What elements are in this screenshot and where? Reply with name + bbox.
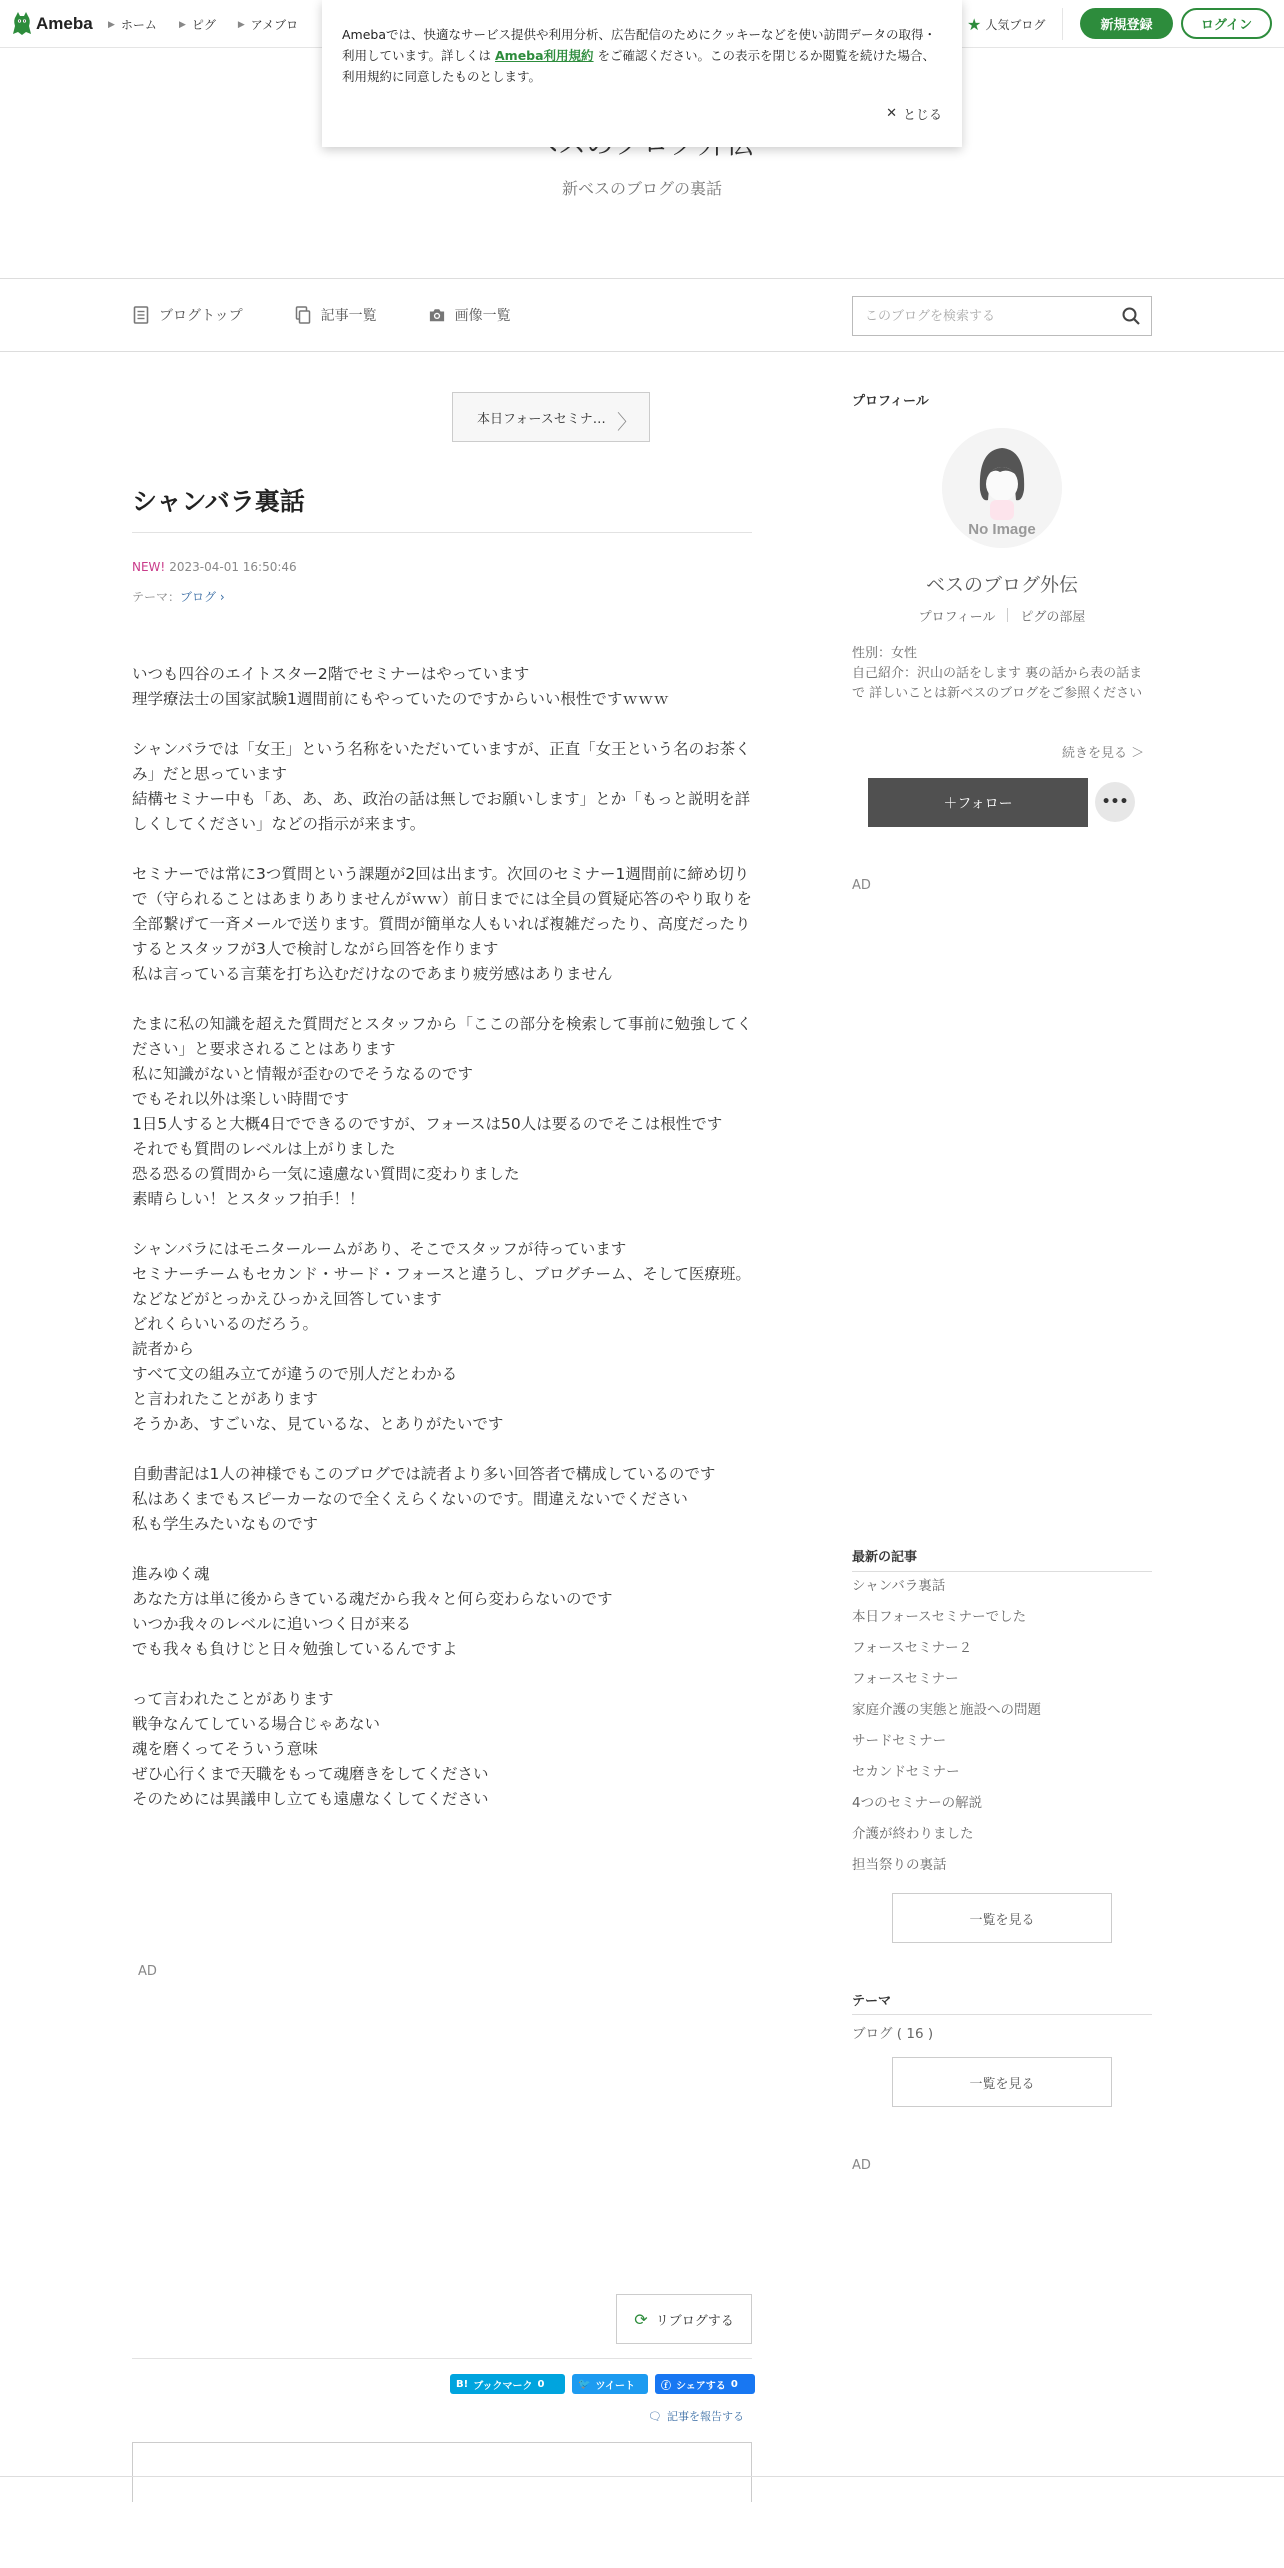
cookie-text-before: Amebaでは、快適なサービス提供や利用分析、広告配信のためにクッキーなどを使い訪問データの取得・利用しています。詳しくは <box>342 27 937 63</box>
entry-body <box>132 662 757 1812</box>
facebook-share-button[interactable] <box>655 2374 755 2394</box>
nav-images[interactable] <box>429 305 511 325</box>
entry-paragraph: たまに私の知識を超えた質問だとスタッフから「ここの部分を検索して事前に勉強してください」と要求されることはあります 私に知識がないと情報が歪むのでそうなるのです でもそれ以外は楽しい時間です 1日5人すると大概4日でできるのですが、フォースは50人は要るのでそこは根性です それでも質問のレベルは上がりました 恐る恐るの質問から一気に遠慮ない質問に変わりました 素晴らしい！とスタッフ拍手！！ <box>132 1015 753 1208</box>
popular-blogs-label: 人気ブログ <box>985 18 1046 32</box>
tweet-button[interactable] <box>572 2374 648 2394</box>
chevron-right-icon: ▶ <box>178 19 186 30</box>
theme-prefix: テーマ： <box>132 590 181 604</box>
entry-paragraph: シャンバラにはモニタールームがあり、そこでスタッフが待っています セミナーチームもセカンド・サード・フォースと違うし、ブログチーム、そして医療班。などなどがとっかえひっかえ回答しています どれくらいいるのだろう。 読者から すべて文の組み立てが違うので別人だとわかる と言われたことがあります そうかあ、すごいな、見ているな、とありがたいです <box>132 1240 751 1433</box>
nav-pigg-label: ピグ <box>191 18 216 32</box>
comment-box <box>132 2442 752 2502</box>
no-image-label: No Image <box>968 521 1036 538</box>
report-icon: 🗨 <box>648 2409 662 2423</box>
ameba-logo[interactable] <box>12 12 93 36</box>
theme-link[interactable]: ブログ › <box>180 590 225 604</box>
nav-articles[interactable] <box>295 305 377 325</box>
prev-article-label: 本日フォースセミナ… <box>477 411 606 427</box>
report-article-link[interactable] <box>648 2408 744 2424</box>
blog-subtitle: 新ベスのブログの裏話 <box>561 179 722 198</box>
cookie-text-after: をご確認ください。この表示を閉じるか閲覧を続けた場合、利用規約に同意したものとします。 <box>342 48 936 84</box>
cookie-close-label: とじる <box>902 108 942 123</box>
entry-theme <box>132 588 225 605</box>
profile-avatar[interactable] <box>942 428 1062 548</box>
reblog-label: リブログする <box>655 2313 734 2329</box>
see-all-themes-button[interactable]: 一覧を見る <box>892 2057 1112 2107</box>
terms-link[interactable]: Ameba利用規約 <box>495 48 594 63</box>
theme-link-label: ブログ <box>180 590 217 604</box>
share-buttons <box>450 2374 755 2394</box>
profile-name[interactable]: ベスのブログ外伝 <box>925 574 1078 596</box>
profile-link[interactable]: プロフィール <box>918 610 996 625</box>
twitter-icon: 🐦 <box>578 2378 591 2390</box>
recent-article-link[interactable]: 4つのセミナーの解説 <box>852 1795 983 1811</box>
recent-heading: 最新の記事 <box>852 1550 918 1565</box>
recent-articles-list <box>852 1576 1152 1886</box>
cookie-notice <box>322 0 962 147</box>
recent-article-link[interactable]: フォースセミナー <box>852 1671 959 1687</box>
popular-blogs-link[interactable] <box>967 15 1045 34</box>
blog-search <box>852 296 1152 336</box>
theme-heading: テーマ <box>852 1994 892 2009</box>
nav-pigg[interactable] <box>179 16 216 33</box>
profile-intro: 自己紹介：沢山の話をします 裏の話から表の話まで 詳しいことは新ベスのブログをご参照ください <box>852 666 1143 701</box>
title-divider <box>132 532 752 533</box>
login-button[interactable]: ログイン <box>1181 8 1272 39</box>
cookie-text <box>342 24 940 87</box>
nav-articles-label: 記事一覧 <box>320 308 377 324</box>
global-nav <box>108 16 298 33</box>
read-more-link[interactable]: 続きを見る ＞ <box>1062 746 1145 761</box>
ameba-mascot-icon <box>12 12 32 36</box>
theme-item-blog[interactable]: ブログ ( 16 ) <box>852 2026 934 2042</box>
profile-links <box>852 606 1152 625</box>
recent-article-link[interactable]: 家庭介護の実態と施設への問題 <box>852 1702 1041 1718</box>
recent-article-link[interactable]: 介護が終わりました <box>852 1826 974 1842</box>
hatena-label: ブックマーク <box>473 2380 533 2392</box>
hatena-count: 0 <box>537 2378 545 2390</box>
entry-meta <box>132 560 297 574</box>
camera-icon <box>429 306 445 324</box>
hatena-icon: B! <box>456 2378 469 2390</box>
share-divider <box>132 2358 752 2359</box>
tweet-label: ツイート <box>595 2380 635 2392</box>
chevron-right-icon: ▶ <box>237 19 245 30</box>
profile-info <box>852 644 1154 704</box>
nav-ameblo[interactable] <box>238 16 298 33</box>
document-icon <box>133 306 149 324</box>
profile-heading: プロフィール <box>852 394 929 409</box>
recent-article-link[interactable]: フォースセミナー２ <box>852 1640 973 1656</box>
nav-home[interactable] <box>108 16 157 33</box>
recent-article-link[interactable]: 担当祭りの裏話 <box>852 1857 947 1873</box>
entry-date: 2023-04-01 16:50:46 <box>169 560 297 574</box>
nav-images-label: 画像一覧 <box>454 308 511 324</box>
entry-paragraph: 進みゆく魂 あなた方は単に後からきている魂だから我々と何ら変わらないのです いつか我々のレベルに追いつく日が来る でも我々も負けじと日々勉強しているんですよ <box>132 1565 613 1658</box>
no-image-avatar-icon <box>942 428 1062 548</box>
star-icon: ★ <box>967 15 982 34</box>
entry-paragraph: セミナーでは常に3つ質問という課題が2回は出ます。次回のセミナー1週間前に締め切りで（守られることはあまりありませんがｗｗ）前日までには全員の質疑応答のやり取りを全部繋げて一斉メールで送ります。質問が簡単な人もいれば複雑だったり、高度だったりするとスタッフが3人で検討しながら回答を作ります 私は言っている言葉を打ち込むだけなのであまり疲労感はありません <box>132 865 753 983</box>
entry-paragraph: いつも四谷のエイトスター2階でセミナーはやっています 理学療法士の国家試験1週間前にもやっていたのですからいい根性ですｗｗｗ <box>132 665 669 708</box>
ad-label: AD <box>138 1964 157 1979</box>
entry-paragraph: シャンバラでは「女王」という名称をいただいていますが、正直「女王という名のお茶くみ」だと思っています 結構セミナー中も「あ、あ、あ、政治の話は無しでお願いします」とか「もっと説明を詳しくしてください」などの指示が来ます。 <box>132 740 751 833</box>
recent-article-link[interactable]: サードセミナー <box>852 1733 947 1749</box>
close-icon: ✕ <box>886 106 897 121</box>
blog-nav <box>0 278 1284 352</box>
facebook-count: 0 <box>730 2378 738 2390</box>
sidebar-ad-label: AD <box>852 878 871 893</box>
search-icon[interactable] <box>1121 306 1141 326</box>
chevron-right-icon: 〉 <box>617 410 637 434</box>
header-divider <box>1062 8 1063 40</box>
recent-article-link[interactable]: セカンドセミナー <box>852 1764 960 1780</box>
recent-article-link[interactable]: シャンバラ裏話 <box>852 1578 946 1594</box>
register-button[interactable]: 新規登録 <box>1080 8 1173 39</box>
profile-gender: 性別：女性 <box>852 646 918 661</box>
reblog-button[interactable] <box>616 2294 752 2344</box>
link-separator <box>1007 608 1008 622</box>
facebook-label: シェアする <box>676 2380 726 2392</box>
nav-home-label: ホーム <box>120 18 157 32</box>
see-all-articles-button[interactable]: 一覧を見る <box>892 1893 1112 1943</box>
theme-divider <box>852 2014 1152 2015</box>
prev-article-button[interactable] <box>452 392 650 442</box>
pigg-room-link[interactable]: ピグの部屋 <box>1020 610 1086 625</box>
more-options-button[interactable]: ••• <box>1095 782 1135 822</box>
footer-divider <box>0 2476 1284 2477</box>
nav-blog-top[interactable] <box>133 305 243 325</box>
reblog-icon: ⟳ <box>634 2309 648 2329</box>
blog-search-input[interactable] <box>853 297 1113 335</box>
follow-button[interactable]: ＋フォロー <box>868 778 1088 827</box>
recent-article-link[interactable]: 本日フォースセミナーでした <box>852 1609 1027 1625</box>
logo-text: Ameba <box>36 14 93 33</box>
facebook-icon: ⓕ <box>661 2380 671 2392</box>
new-badge: NEW! <box>132 560 166 574</box>
sidebar-ad-label: AD <box>852 2158 871 2173</box>
nav-blog-top-label: ブログトップ <box>159 308 243 324</box>
cookie-close-button[interactable] <box>886 104 942 123</box>
report-label: 記事を報告する <box>666 2410 744 2423</box>
nav-ameblo-label: アメブロ <box>250 18 299 32</box>
chevron-right-icon: ▶ <box>108 19 115 30</box>
hatena-bookmark-button[interactable] <box>450 2374 565 2394</box>
entry-title[interactable]: シャンバラ裏話 <box>132 487 305 516</box>
entry-paragraph: 自動書記は1人の神様でもこのブログでは読者より多い回答者で構成しているのです 私はあくまでもスピーカーなので全くえらくないのです。間違えないでください 私も学生みたいなものです <box>132 1465 716 1533</box>
recent-divider <box>852 1571 1152 1572</box>
copy-icon <box>295 306 311 324</box>
entry-paragraph: って言われたことがあります 戦争なんてしている場合じゃあない 魂を磨くってそういう意味 ぜひ心行くまで天職をもって魂磨きをしてください そのためには異議申し立ても遠慮なくしてください <box>132 1690 489 1808</box>
